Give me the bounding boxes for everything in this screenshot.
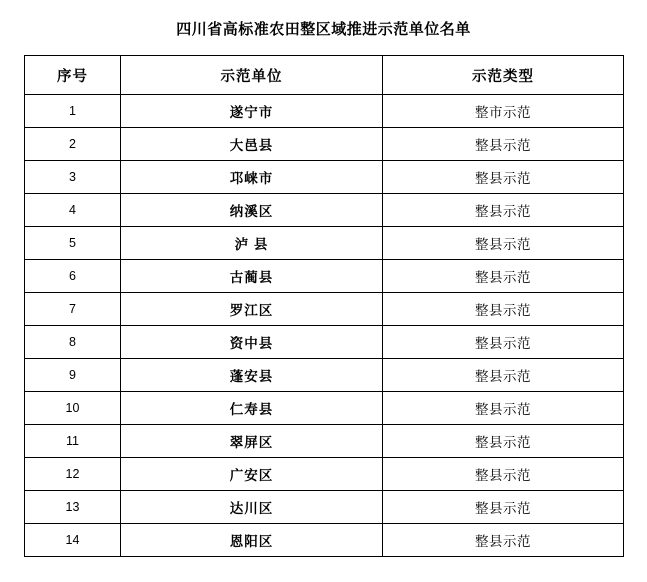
table-head bbox=[25, 56, 624, 95]
cell-type: 整县示范 bbox=[383, 326, 624, 359]
cell-unit: 古蔺县 bbox=[121, 260, 383, 293]
cell-type: 整市示范 bbox=[383, 95, 624, 128]
cell-no: 4 bbox=[25, 194, 121, 227]
cell-type: 整县示范 bbox=[383, 359, 624, 392]
table-row bbox=[25, 194, 624, 227]
cell-no: 5 bbox=[25, 227, 121, 260]
cell-no: 2 bbox=[25, 128, 121, 161]
cell-no: 10 bbox=[25, 392, 121, 425]
cell-unit: 蓬安县 bbox=[121, 359, 383, 392]
cell-type: 整县示范 bbox=[383, 458, 624, 491]
cell-type: 整县示范 bbox=[383, 194, 624, 227]
table-row bbox=[25, 95, 624, 128]
demonstration-units-table bbox=[24, 55, 624, 557]
cell-type: 整县示范 bbox=[383, 392, 624, 425]
column-header-no: 序号 bbox=[25, 56, 121, 95]
table-row bbox=[25, 524, 624, 557]
cell-unit: 遂宁市 bbox=[121, 95, 383, 128]
cell-unit: 罗江区 bbox=[121, 293, 383, 326]
cell-no: 14 bbox=[25, 524, 121, 557]
table-body bbox=[25, 95, 624, 557]
page-title: 四川省高标准农田整区域推进示范单位名单 bbox=[176, 21, 471, 38]
cell-unit: 达川区 bbox=[121, 491, 383, 524]
cell-type: 整县示范 bbox=[383, 260, 624, 293]
cell-unit: 翠屏区 bbox=[121, 425, 383, 458]
cell-unit: 广安区 bbox=[121, 458, 383, 491]
table-row bbox=[25, 425, 624, 458]
cell-no: 9 bbox=[25, 359, 121, 392]
cell-unit: 邛崃市 bbox=[121, 161, 383, 194]
cell-type: 整县示范 bbox=[383, 161, 624, 194]
table-header-row bbox=[25, 56, 624, 95]
cell-type: 整县示范 bbox=[383, 491, 624, 524]
cell-no: 1 bbox=[25, 95, 121, 128]
cell-unit: 纳溪区 bbox=[121, 194, 383, 227]
table-row bbox=[25, 227, 624, 260]
cell-type: 整县示范 bbox=[383, 524, 624, 557]
table-row bbox=[25, 161, 624, 194]
table-row bbox=[25, 326, 624, 359]
cell-type: 整县示范 bbox=[383, 227, 624, 260]
table-row bbox=[25, 260, 624, 293]
cell-unit: 泸 县 bbox=[121, 227, 383, 260]
table-container bbox=[0, 55, 647, 557]
cell-type: 整县示范 bbox=[383, 128, 624, 161]
cell-no: 7 bbox=[25, 293, 121, 326]
table-row bbox=[25, 491, 624, 524]
cell-type: 整县示范 bbox=[383, 293, 624, 326]
cell-unit: 恩阳区 bbox=[121, 524, 383, 557]
cell-unit: 资中县 bbox=[121, 326, 383, 359]
table-row bbox=[25, 293, 624, 326]
cell-unit: 仁寿县 bbox=[121, 392, 383, 425]
table-row bbox=[25, 458, 624, 491]
cell-no: 11 bbox=[25, 425, 121, 458]
table-row bbox=[25, 359, 624, 392]
cell-no: 13 bbox=[25, 491, 121, 524]
cell-no: 3 bbox=[25, 161, 121, 194]
cell-unit: 大邑县 bbox=[121, 128, 383, 161]
cell-no: 8 bbox=[25, 326, 121, 359]
cell-type: 整县示范 bbox=[383, 425, 624, 458]
table-row bbox=[25, 392, 624, 425]
table-row bbox=[25, 128, 624, 161]
cell-no: 6 bbox=[25, 260, 121, 293]
cell-no: 12 bbox=[25, 458, 121, 491]
column-header-unit: 示范单位 bbox=[121, 56, 383, 95]
column-header-type: 示范类型 bbox=[383, 56, 624, 95]
